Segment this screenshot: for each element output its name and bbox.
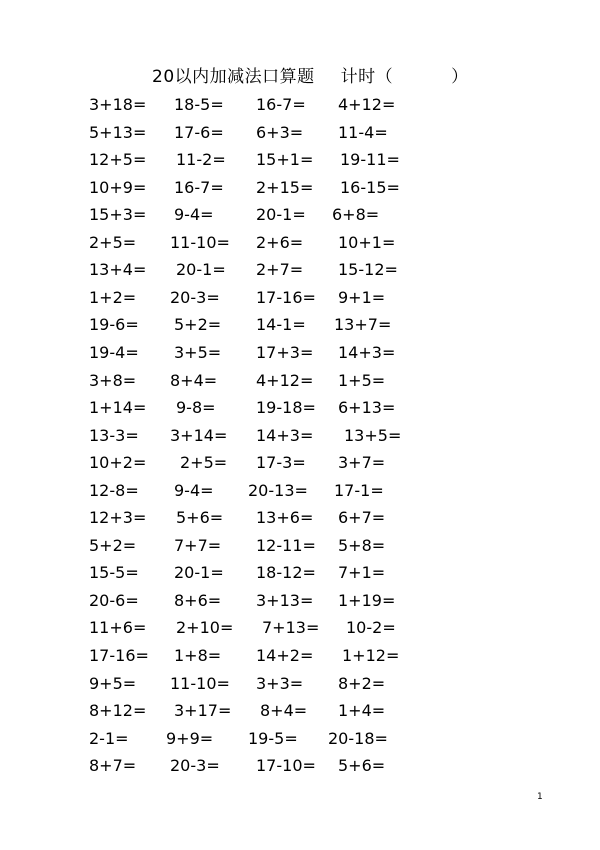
problem-cell: 13+7=	[334, 315, 392, 335]
problem-cell: 2+6=	[256, 232, 304, 252]
problem-cell: 11-10=	[170, 673, 230, 693]
problem-cell: 19-4=	[89, 342, 139, 362]
timer-close: ）	[451, 67, 469, 87]
problem-cell: 8+12=	[89, 701, 147, 721]
problem-cell: 3+18=	[89, 95, 147, 114]
problem-cell: 17-10=	[256, 756, 316, 776]
problem-cell: 4+12=	[256, 370, 314, 390]
problem-cell: 6+7=	[338, 508, 386, 528]
problem-cell: 20-3=	[170, 287, 220, 307]
problem-cell: 19-5=	[248, 728, 298, 748]
problem-cell: 15-5=	[89, 563, 139, 583]
page-number: 1	[537, 792, 543, 802]
problem-cell: 7+1=	[338, 563, 386, 583]
problem-cell: 4+12=	[338, 95, 396, 114]
problem-cell: 15+1=	[256, 150, 314, 170]
problem-row	[0, 673, 600, 695]
problem-row	[0, 700, 600, 722]
problem-cell: 11-2=	[176, 150, 226, 170]
problem-cell: 13+4=	[89, 260, 147, 280]
problem-row	[0, 177, 600, 199]
problem-cell: 20-18=	[328, 728, 388, 748]
problem-cell: 17-6=	[174, 122, 224, 142]
problem-cell: 1+2=	[89, 287, 137, 307]
problem-cell: 17-16=	[256, 287, 316, 307]
problem-cell: 5+6=	[176, 508, 224, 528]
problem-cell: 12+5=	[89, 150, 147, 170]
problem-cell: 7+7=	[174, 535, 222, 555]
problem-cell: 6+8=	[332, 205, 380, 225]
problem-cell: 10-2=	[346, 618, 396, 638]
problem-cell: 17-1=	[334, 480, 384, 500]
problem-cell: 19-18=	[256, 398, 316, 418]
problem-cell: 20-6=	[89, 590, 139, 610]
problem-cell: 17+3=	[256, 342, 314, 362]
problem-row	[0, 122, 600, 144]
problem-row	[0, 452, 600, 474]
problem-cell: 12-8=	[89, 480, 139, 500]
title-text: 20以内加减法口算题	[152, 67, 315, 87]
problem-cell: 11-10=	[170, 232, 230, 252]
problem-cell: 2+15=	[256, 177, 314, 197]
problem-cell: 9+1=	[338, 287, 386, 307]
problem-cell: 6+13=	[338, 398, 396, 418]
problem-row	[0, 535, 600, 557]
problem-cell: 8+4=	[170, 370, 218, 390]
problem-row	[0, 342, 600, 364]
problem-row	[0, 370, 600, 392]
problem-cell: 3+8=	[89, 370, 137, 390]
problem-cell: 8+4=	[260, 701, 308, 721]
problem-cell: 9+9=	[166, 728, 214, 748]
problem-cell: 16-15=	[340, 177, 400, 197]
problem-cell: 2+10=	[176, 618, 234, 638]
problem-row	[0, 204, 600, 226]
problem-cell: 2+5=	[89, 232, 137, 252]
problem-cell: 2+7=	[256, 260, 304, 280]
problem-cell: 9+5=	[89, 673, 137, 693]
problem-row	[0, 562, 600, 584]
problem-cell: 9-4=	[174, 480, 214, 500]
problem-cell: 8+2=	[338, 673, 386, 693]
problem-row	[0, 314, 600, 336]
problem-cell: 3+3=	[256, 673, 304, 693]
problem-row	[0, 94, 600, 116]
problem-row	[0, 617, 600, 639]
problem-row	[0, 425, 600, 447]
problem-cell: 18-5=	[174, 95, 224, 114]
problem-cell: 14+3=	[338, 342, 396, 362]
problem-cell: 2+5=	[180, 453, 228, 473]
problem-cell: 18-12=	[256, 563, 316, 583]
problem-cell: 3+7=	[338, 453, 386, 473]
problem-cell: 9-8=	[176, 398, 216, 418]
problem-cell: 7+13=	[262, 618, 320, 638]
problem-row	[0, 755, 600, 777]
problem-cell: 5+2=	[174, 315, 222, 335]
problem-cell: 8+7=	[89, 756, 137, 776]
timer-label: 计时（	[340, 67, 394, 87]
problem-row	[0, 480, 600, 502]
problem-cell: 17-3=	[256, 453, 306, 473]
problem-cell: 5+2=	[89, 535, 137, 555]
problem-row	[0, 149, 600, 171]
problem-cell: 19-6=	[89, 315, 139, 335]
problem-cell: 1+12=	[342, 646, 400, 665]
problem-cell: 1+5=	[338, 370, 386, 390]
problem-cell: 10+9=	[89, 177, 147, 197]
problem-cell: 12+3=	[89, 508, 147, 528]
problem-cell: 10+1=	[338, 232, 396, 252]
problem-cell: 14-1=	[256, 315, 306, 335]
problem-cell: 3+17=	[174, 701, 232, 721]
problem-row	[0, 397, 600, 419]
problem-cell: 5+6=	[338, 756, 386, 776]
problem-row	[0, 507, 600, 529]
problem-row	[0, 259, 600, 281]
problem-cell: 8+6=	[174, 590, 222, 610]
problem-row	[0, 287, 600, 309]
problem-cell: 6+3=	[256, 122, 304, 142]
problem-cell: 3+13=	[256, 590, 314, 610]
problem-cell: 12-11=	[256, 535, 316, 555]
problem-cell: 14+2=	[256, 646, 314, 665]
problem-cell: 2-1=	[89, 728, 129, 748]
problem-cell: 11-4=	[338, 122, 388, 142]
problem-row	[0, 590, 600, 612]
problem-cell: 14+3=	[256, 425, 314, 445]
problem-cell: 13+5=	[344, 425, 402, 445]
problem-cell: 5+13=	[89, 122, 147, 142]
problem-cell: 15-12=	[338, 260, 398, 280]
problem-row	[0, 645, 600, 667]
problem-cell: 20-13=	[248, 480, 308, 500]
problem-cell: 3+5=	[174, 342, 222, 362]
problem-cell: 10+2=	[89, 453, 147, 473]
problem-cell: 19-11=	[340, 150, 400, 170]
problem-cell: 17-16=	[89, 646, 149, 665]
problem-cell: 9-4=	[174, 205, 214, 225]
problem-cell: 1+4=	[338, 701, 386, 721]
problem-cell: 1+19=	[338, 590, 396, 610]
problem-cell: 5+8=	[338, 535, 386, 555]
problem-cell: 1+14=	[89, 398, 147, 418]
problem-cell: 20-1=	[174, 563, 224, 583]
problem-cell: 16-7=	[174, 177, 224, 197]
problem-row	[0, 232, 600, 254]
problem-cell: 13+6=	[256, 508, 314, 528]
problem-row	[0, 728, 600, 750]
problem-cell: 3+14=	[170, 425, 228, 445]
problem-cell: 20-1=	[256, 205, 306, 225]
problem-cell: 16-7=	[256, 95, 306, 114]
problem-cell: 20-1=	[176, 260, 226, 280]
problem-cell: 11+6=	[89, 618, 147, 638]
problem-cell: 15+3=	[89, 205, 147, 225]
problem-cell: 1+8=	[174, 646, 222, 665]
problem-cell: 13-3=	[89, 425, 139, 445]
problem-cell: 20-3=	[170, 756, 220, 776]
